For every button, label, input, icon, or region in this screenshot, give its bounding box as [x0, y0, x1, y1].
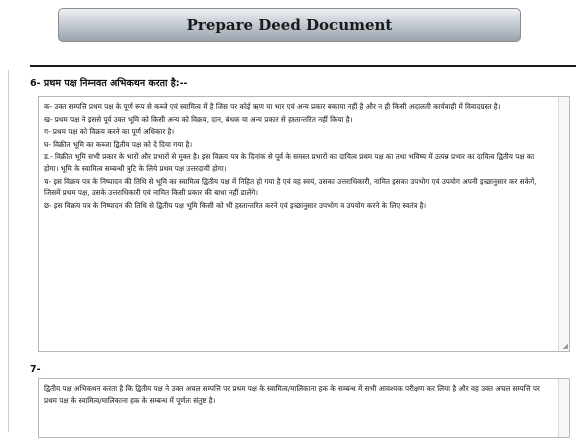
resize-grip-icon[interactable]: ◢	[562, 342, 568, 350]
section-6-clause-gha: घ- विक्रीत भूमि का कब्जा द्वितीय पक्ष को दे दिया गया है।	[44, 139, 193, 149]
page-edge-divider	[8, 70, 9, 432]
section-6-heading: 6- प्रथम पक्ष निम्नवत अभिकथन करता है:--	[30, 78, 188, 89]
header-divider	[30, 65, 576, 67]
page-title: Prepare Deed Document	[186, 16, 393, 34]
section-6-clause-chha: छ- इस विक्रय पत्र के निष्पादन की तिथि से द्वितीय पक्ष भूमि किसी को भी हस्तान्तरित करने एवं इच्छानुसार उपभोग व उपयोग करने के लिए स्वतंत्र है।	[44, 200, 427, 210]
page-header-banner	[58, 8, 521, 42]
section-6-clause-ga: ग- प्रथम पक्ष को विक्रय करने का पूर्ण अधिकार है।	[44, 127, 175, 137]
section-6-clause-da: ड.- विक्रीत भूमि सभी प्रकार के भारों और प्रभारों से मुक्त है। इस विक्रय पत्र के दिनांक से पूर्व के समस्त प्रभारों का दायित्व प्रथम पक्ष का तथा भविष्य में उत्पन्न प्रभार का दायित्व द्वितीय पक्ष का होगा। भूमि के स्वामित्व सम्बन्धी त्रुटि के लिये प्रथम पक्ष उत्तरदायी होगा।	[44, 152, 535, 173]
section-7-textarea[interactable]	[38, 378, 570, 438]
section-6-textarea[interactable]	[38, 96, 570, 352]
section-7-heading: 7-	[30, 364, 41, 375]
section-7-statement: द्वितीय पक्ष अभिकथन करता है कि द्वितीय पक्ष ने उक्त अचल सम्पत्ति पर प्रथम पक्ष के स्वामित्व/मालिकाना हक के सम्बन्ध में सभी आवश्यक परीक्षण कर लिया है और वह उक्त अचल सम्पत्ति पर प्रथम पक्ष के स्वामित्व/मालिकाना हक के सम्बन्ध में पूर्णतः संतुष्ट है।	[44, 384, 540, 405]
section-6-scrollbar[interactable]	[558, 97, 569, 351]
section-6-clause-ka: क- उक्त सम्पत्ति प्रथम पक्ष के पूर्ण रूप से कब्जे एवं स्वामित्व में है जिस पर कोई ऋण या भार एवं अन्य प्रकार बकाया नहीं है और न ही किसी अदालती कार्यवाही में विवादग्रस्त है।	[44, 102, 501, 111]
section-7-scrollbar[interactable]	[558, 379, 569, 437]
section-6-clause-kha: ख- प्रथम पक्ष ने इससे पूर्व उक्त भूमि को किसी अन्य को विक्रय, दान, बंधक या अन्य प्रकार से हस्तान्तरित नहीं किया है।	[44, 114, 353, 124]
section-6-clause-cha: च- इस विक्रय पत्र के निष्पादन की तिथि से भूमि का स्वामित्व द्वितीय पक्ष में निहित हो गया है एवं वह स्वयं, उसका उत्तराधिकारी, नामित इसका उपभोग एवं उपयोग अपनी इच्छानुसार कर सकेगें, जिसमें प्रथम पक्ष, उसके उत्तराधिकारी एवं नामित किसी प्रकार की बाधा नहीं डालेंगे।	[44, 176, 537, 198]
